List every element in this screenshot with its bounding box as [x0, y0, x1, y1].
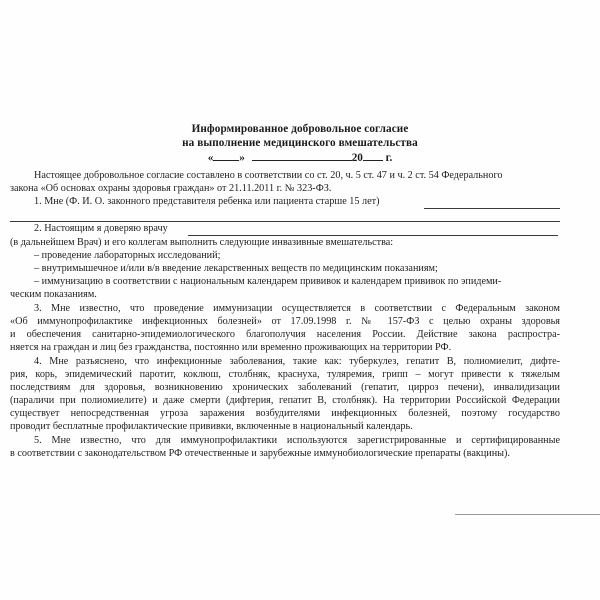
document-title-line-1: Информированное добровольное согласие	[191, 123, 409, 135]
item-3-line-2: «Об иммунопрофилактике инфекционных болезней» от 17.09.1998 г. № 157-ФЗ с целью охраны здоровья	[10, 316, 560, 327]
item-2-label: 2. Настоящим я доверяю врачу	[34, 223, 168, 234]
preamble-line-2: закона «Об основах охраны здоровья граждан» от 21.11.2011 г. № 323-ФЗ.	[10, 183, 332, 194]
scan-edge-line	[455, 514, 600, 515]
item-1-label-text: 1. Мне (Ф. И. О. законного представителя ребенка или пациента старше 15 лет)	[34, 196, 380, 207]
item-3-line-1: 3. Мне известно, что проведение иммунизации осуществляется в соответствии с Федеральным законом	[34, 303, 560, 314]
item-5-line-1: 5. Мне известно, что для иммунопрофилактики используются зарегистрированные и сертифицированные	[34, 435, 560, 446]
item-4-line-6: проводит бесплатные профилактические прививки, включенные в национальный календарь.	[10, 421, 413, 432]
date-close-quote: »	[239, 152, 245, 164]
date-year-prefix: 20	[351, 152, 363, 164]
date-line	[0, 150, 600, 165]
item-1-name-field-line-1[interactable]	[424, 208, 560, 209]
date-open-quote: «	[207, 152, 214, 164]
item-1-label	[34, 195, 379, 208]
item-4-line-3: последствиям для здоровья, возникновению хронических заболеваний (гепатит, цирроз печени), инвалидизации	[10, 382, 560, 393]
item-2-bullet-1: – проведение лабораторных исследований;	[34, 250, 221, 261]
item-4-line-1: 4. Мне разъяснено, что инфекционные заболевания, такие как: туберкулез, гепатит В, полиомиелит, дифте-	[34, 356, 560, 367]
item-2-bullet-3: – иммунизацию в соответствии с национальным календарем прививок и календарем прививок по эпидеми-	[34, 276, 502, 287]
item-2-bullet-2: – внутримышечное и/или в/в введение лекарственных веществ по медицинским показаниям;	[34, 263, 438, 274]
item-3-line-3: и обеспечения санитарно-эпидемиологического благополучия населения России. Действие закона распростра-	[10, 329, 560, 340]
date-year-field[interactable]	[363, 150, 383, 161]
item-4-line-2: рия, корь, эпидемический паротит, коклюш, столбняк, краснуха, туляремия, грипп – могут привести к тяжелым	[10, 369, 560, 380]
preamble-line-1: Настоящее добровольное согласие составлено в соответствии со ст. 20, ч. 5 ст. 47 и ч. 2 ст. 54 Федерального	[34, 170, 503, 181]
item-2-bullet-3-cont: ческим показаниям.	[10, 289, 97, 300]
item-2-line-2: (в дальнейшем Врач) и его коллегам выполнить следующие инвазивные вмешательства:	[10, 237, 394, 248]
date-day-field[interactable]	[213, 150, 239, 161]
item-4-line-5: существует непосредственная угроза заражения возбудителями инфекционных болезней, поэтому государство	[10, 408, 560, 419]
date-year-suffix: г.	[385, 152, 393, 164]
item-4-line-4: (параличи при полиомиелите) и даже смерти (дифтерия, гепатит В, столбняк). На территории Российской Федерации	[10, 395, 560, 406]
document-title-line-2: на выполнение медицинского вмешательства	[182, 137, 418, 149]
item-3-line-4: няется на граждан и лиц без гражданства, постоянно или временно проживающих на территории РФ.	[10, 342, 452, 353]
item-5-line-2: в соответствии с законодательством РФ отечественные и зарубежные иммунобиологические препараты (вакцины).	[10, 448, 510, 459]
date-month-field[interactable]	[252, 150, 352, 161]
